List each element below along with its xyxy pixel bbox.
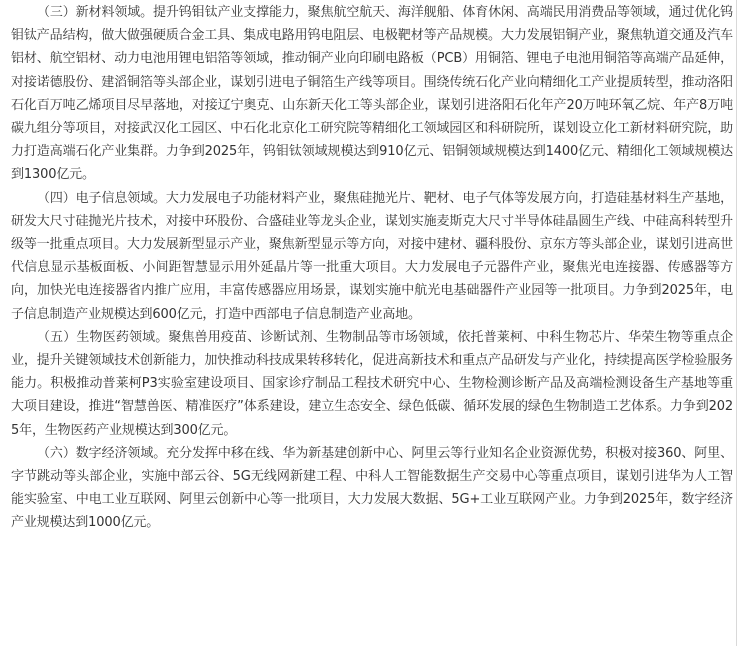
paragraph-new-materials: （三）新材料领域。提升钨钼钛产业支撑能力，聚焦航空航天、海洋舰船、体育休闲、高端民用消费品等领域，通过优化钨钼钛产品结构，做大做强硬质合金工具、集成电路用钨电阻层、电极靶材等产品规模。大力发展铝铜产业，聚焦轨道交通及汽车铝材、航空铝材、动力电池用锂电铝箔等领域，推动铜产业向印刷电路板（PCB）用铜箔、锂电子电池用铜箔等高端产品延伸，对接诺德股份、建滔铜箔等头部企业，谋划引进电子铜箔生产线等项目。围绕传统石化产业向精细化工产业提质转型，推动洛阳石化百万吨乙烯项目尽早落地，对接辽宁奥克、山东新天化工等头部企业，谋划引进洛阳石化年产20万吨环氧乙烷、年产8万吨碳九组分等项目，对接武汉化工园区、中石化北京化工研究院等精细化工领域园区和科研院所，谋划设立化工新材料研究院，助力打造高端石化产业集群。力争到2025年，钨钼钛领域规模达到910亿元、铝铜领域规模达到1400亿元、精细化工领域规模达到1300亿元。 xyxy=(11,5,733,183)
right-border-line xyxy=(736,0,737,646)
paragraph-biomedicine: （五）生物医药领域。聚焦兽用疫苗、诊断试剂、生物制品等市场领域，依托普莱柯、中科生物芯片、华荣生物等重点企业，提升关键领域技术创新能力，加快推动科技成果转移转化，促进高新技术和重点产品研发与产业化，持续提高医学检验服务能力。积极推动普莱柯P3实验室建设项目、国家诊疗制品工程技术研究中心、生物检测诊断产品及高端检测设备生产基地等重大项目建设，推进“智慧兽医、精准医疗”体系建设，建立生态安全、绿色低碳、循环发展的绿色生物制造工艺体系。力争到2025年，生物医药产业规模达到300亿元。 xyxy=(11,329,733,438)
paragraph-digital-economy: （六）数字经济领域。充分发挥中移在线、华为新基建创新中心、阿里云等行业知名企业资源优势，积极对接360、阿里、字节跳动等头部企业，实施中部云谷、5G无线网新建工程、中科人工智能数据生产交易中心等重点项目，谋划引进华为人工智能实验室、中电工业互联网、阿里云创新中心等一批项目，大力发展大数据、5G+工业互联网产业。力争到2025年，数字经济产业规模达到1000亿元。 xyxy=(11,445,733,531)
paragraph-electronic-information: （四）电子信息领域。大力发展电子功能材料产业，聚焦硅抛光片、靶材、电子气体等发展方向，打造硅基材料生产基地，研发大尺寸硅抛光片技术，对接中环股份、合盛硅业等龙头企业，谋划实施麦斯克大尺寸半导体硅晶圆生产线、中硅高科转型升级等一批重点项目。大力发展新型显示产业，聚焦新型显示等方向，对接中建材、疆科股份、京东方等头部企业，谋划引进高世代信息显示基板面板、小间距智慧显示用外延晶片等一批重大项目。大力发展电子元器件产业，聚焦光电连接器、传感器等方向，加快光电连接器省内推广应用，丰富传感器应用场景，谋划实施中航光电基础器件产业园等一批项目。力争到2025年，电子信息制造产业规模达到600亿元，打造中西部电子信息制造产业高地。 xyxy=(11,190,733,322)
